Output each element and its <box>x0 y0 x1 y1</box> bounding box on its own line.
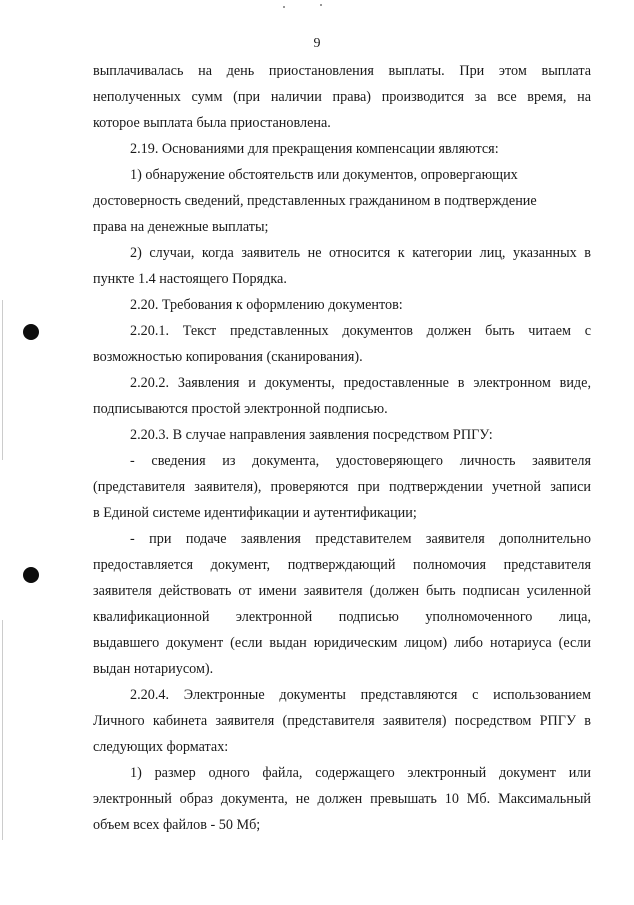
text-line: - при подаче заявления представителем заявителя дополнительно <box>130 531 591 547</box>
text-line: 2.20.3. В случае направления заявления посредством РПГУ: <box>130 427 493 443</box>
text-line: (представителя заявителя), проверяются при подтверждении учетной записи <box>93 479 591 495</box>
punch-hole <box>23 324 39 340</box>
text-line: выплачивалась на день приостановления выплаты. При этом выплата <box>93 63 591 79</box>
text-line: предоставляется документ, подтверждающий полномочия представителя <box>93 557 591 573</box>
scan-edge-mark <box>2 620 3 840</box>
text-line: Личного кабинета заявителя (представителя заявителя) посредством РПГУ в <box>93 713 591 729</box>
text-line: 1) обнаружение обстоятельств или документов, опровергающих <box>130 167 518 183</box>
text-line: 2.20.1. Текст представленных документов должен быть читаем с <box>130 323 591 339</box>
text-line: 2.20.4. Электронные документы представляются с использованием <box>130 687 591 703</box>
text-line: выдавшего документ (если выдан юридическим лицом) либо нотариуса (если <box>93 635 591 651</box>
text-line: 1) размер одного файла, содержащего электронный документ или <box>130 765 591 781</box>
text-line: 2.20.2. Заявления и документы, предоставленные в электронном виде, <box>130 375 591 391</box>
text-line: квалификационной электронной подписью уполномоченного лица, <box>93 609 591 625</box>
text-line: объем всех файлов - 50 Мб; <box>93 817 261 833</box>
text-line: следующих форматах: <box>93 739 229 755</box>
text-line: 2.20. Требования к оформлению документов: <box>130 297 403 313</box>
text-line: которое выплата была приостановлена. <box>93 115 331 131</box>
scan-edge-mark <box>2 300 3 460</box>
text-line: подписываются простой электронной подписью. <box>93 401 388 417</box>
text-line: электронный образ документа, не должен превышать 10 Мб. Максимальный <box>93 791 591 807</box>
scan-speck <box>320 4 322 6</box>
text-line: достоверность сведений, представленных гражданином в подтверждение <box>93 193 537 209</box>
text-line: в Единой системе идентификации и аутентификации; <box>93 505 417 521</box>
text-line: пункте 1.4 настоящего Порядка. <box>93 271 287 287</box>
text-line: - сведения из документа, удостоверяющего личность заявителя <box>130 453 591 469</box>
text-line: заявителя действовать от имени заявителя (должен быть подписан усиленной <box>93 583 591 599</box>
page-number: 9 <box>313 36 321 51</box>
text-line: 2) случаи, когда заявитель не относится к категории лиц, указанных в <box>130 245 591 261</box>
text-line: выдан нотариусом). <box>93 661 214 677</box>
text-line: возможностью копирования (сканирования). <box>93 349 363 365</box>
punch-hole <box>23 567 39 583</box>
text-line: 2.19. Основаниями для прекращения компенсации являются: <box>130 141 499 157</box>
text-line: права на денежные выплаты; <box>93 219 269 235</box>
text-line: неполученных сумм (при наличии права) производится за все время, на <box>93 89 591 105</box>
scan-speck <box>283 6 285 8</box>
